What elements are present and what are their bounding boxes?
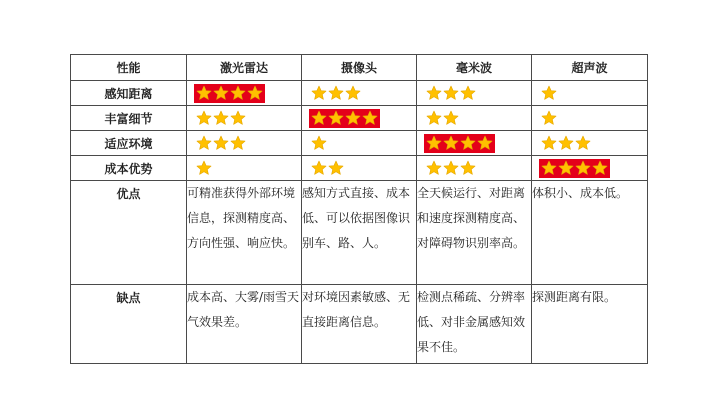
star-icon xyxy=(541,160,557,176)
row-label: 感知距离 xyxy=(71,81,187,106)
star-icon xyxy=(230,110,246,126)
star-icon xyxy=(345,110,361,126)
pros-cell-mmwave: 全天候运行、对距离和速度探测精度高、对障碍物识别率高。 xyxy=(417,181,532,285)
star-rating xyxy=(302,106,416,130)
rating-cell xyxy=(532,81,648,106)
star-group xyxy=(194,109,248,128)
star-icon xyxy=(575,160,591,176)
star-icon xyxy=(558,160,574,176)
star-group xyxy=(539,84,559,103)
star-group xyxy=(424,159,478,178)
star-rating xyxy=(417,131,531,155)
star-rating xyxy=(532,131,647,155)
header-ultrasonic: 超声波 xyxy=(532,55,648,81)
highlight-box xyxy=(309,109,380,128)
star-rating xyxy=(187,156,301,180)
star-icon xyxy=(460,160,476,176)
star-icon xyxy=(345,85,361,101)
star-group xyxy=(539,109,559,128)
star-icon xyxy=(443,85,459,101)
star-rating xyxy=(532,81,647,105)
star-icon xyxy=(311,135,327,151)
star-rating xyxy=(417,156,531,180)
star-icon xyxy=(328,85,344,101)
highlight-box xyxy=(194,84,265,103)
star-icon xyxy=(196,135,212,151)
header-row xyxy=(71,55,648,81)
star-icon xyxy=(426,110,442,126)
star-icon xyxy=(311,160,327,176)
rating-cell xyxy=(302,131,417,156)
star-icon xyxy=(247,85,263,101)
row-label: 丰富细节 xyxy=(71,106,187,131)
cons-cell-camera: 对环境因素敏感、无直接距离信息。 xyxy=(302,285,417,364)
star-icon xyxy=(213,135,229,151)
header-lidar: 激光雷达 xyxy=(187,55,302,81)
rating-row xyxy=(71,106,648,131)
rating-cell xyxy=(417,156,532,181)
cons-row xyxy=(71,285,648,364)
star-rating xyxy=(187,131,301,155)
star-icon xyxy=(196,85,212,101)
star-icon xyxy=(362,110,378,126)
star-icon xyxy=(558,135,574,151)
star-group xyxy=(194,134,248,153)
star-icon xyxy=(213,110,229,126)
star-icon xyxy=(328,160,344,176)
pros-cell-camera: 感知方式直接、成本低、可以依据图像识别车、路、人。 xyxy=(302,181,417,285)
star-icon xyxy=(443,160,459,176)
rating-cell xyxy=(302,81,417,106)
star-group xyxy=(309,134,329,153)
star-group xyxy=(424,109,461,128)
star-icon xyxy=(311,110,327,126)
rating-cell xyxy=(187,131,302,156)
rating-cell xyxy=(187,156,302,181)
rating-cell xyxy=(417,81,532,106)
rating-row xyxy=(71,156,648,181)
star-icon xyxy=(196,160,212,176)
rating-cell xyxy=(302,156,417,181)
star-icon xyxy=(196,110,212,126)
rating-cell xyxy=(417,131,532,156)
star-icon xyxy=(541,110,557,126)
star-icon xyxy=(426,160,442,176)
star-icon xyxy=(443,110,459,126)
rating-cell xyxy=(187,81,302,106)
header-camera: 摄像头 xyxy=(302,55,417,81)
star-icon xyxy=(477,135,493,151)
star-icon xyxy=(592,160,608,176)
comparison-table xyxy=(70,54,648,364)
star-icon xyxy=(230,135,246,151)
star-rating xyxy=(187,81,301,105)
star-icon xyxy=(541,85,557,101)
pros-row xyxy=(71,181,648,285)
star-group xyxy=(424,84,478,103)
rating-row xyxy=(71,131,648,156)
row-label: 成本优势 xyxy=(71,156,187,181)
star-icon xyxy=(443,135,459,151)
cons-cell-lidar: 成本高、大雾/雨雪天气效果差。 xyxy=(187,285,302,364)
highlight-box xyxy=(424,134,495,153)
star-icon xyxy=(575,135,591,151)
star-icon xyxy=(328,110,344,126)
star-rating xyxy=(187,106,301,130)
star-icon xyxy=(426,85,442,101)
star-rating xyxy=(417,81,531,105)
star-group xyxy=(309,84,363,103)
star-icon xyxy=(426,135,442,151)
star-rating xyxy=(417,106,531,130)
star-group xyxy=(309,159,346,178)
star-rating xyxy=(302,81,416,105)
star-rating xyxy=(532,106,647,130)
star-icon xyxy=(460,85,476,101)
star-icon xyxy=(541,135,557,151)
cons-cell-mmwave: 检测点稀疏、分辨率低、对非金属感知效果不佳。 xyxy=(417,285,532,364)
star-group xyxy=(539,134,593,153)
row-label: 缺点 xyxy=(71,285,187,364)
header-performance: 性能 xyxy=(71,55,187,81)
rating-cell xyxy=(187,106,302,131)
highlight-box xyxy=(539,159,610,178)
star-rating xyxy=(302,156,416,180)
star-rating xyxy=(302,131,416,155)
row-label: 适应环境 xyxy=(71,131,187,156)
rating-row xyxy=(71,81,648,106)
pros-cell-lidar: 可精准获得外部环境信息，探测精度高、方向性强、响应快。 xyxy=(187,181,302,285)
star-group xyxy=(194,159,214,178)
row-label: 优点 xyxy=(71,181,187,285)
rating-cell xyxy=(302,106,417,131)
rating-cell xyxy=(417,106,532,131)
cons-cell-ultrasonic: 探测距离有限。 xyxy=(532,285,648,364)
star-rating xyxy=(532,156,647,180)
rating-cell xyxy=(532,156,648,181)
star-icon xyxy=(213,85,229,101)
rating-cell xyxy=(532,106,648,131)
header-mmwave: 毫米波 xyxy=(417,55,532,81)
star-icon xyxy=(311,85,327,101)
rating-cell xyxy=(532,131,648,156)
star-icon xyxy=(230,85,246,101)
star-icon xyxy=(460,135,476,151)
pros-cell-ultrasonic: 体积小、成本低。 xyxy=(532,181,648,285)
